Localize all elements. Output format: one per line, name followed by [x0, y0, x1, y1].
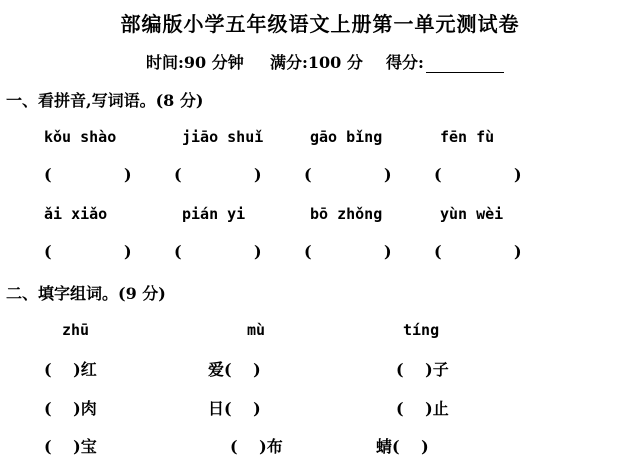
page-title: 部编版小学五年级语文上册第一单元测试卷 — [120, 12, 520, 36]
pinyin-mu: mù — [247, 321, 266, 339]
pinyin-2-3: bō zhǒng — [310, 205, 383, 223]
pinyin-1-2: jiāo shuǐ — [182, 128, 264, 146]
answer-blank-close: ) — [254, 165, 262, 184]
pinyin-2-4: yùn wèi — [440, 205, 504, 223]
fill-word-item[interactable]: ( )红 — [44, 360, 97, 379]
fill-word-item[interactable]: ( )布 — [230, 437, 283, 456]
answer-blank-open[interactable]: ( — [434, 165, 442, 184]
fill-word-item[interactable]: ( )肉 — [44, 399, 97, 418]
answer-blank-open[interactable]: ( — [304, 165, 312, 184]
time-limit: 时间:90 分钟 — [146, 53, 244, 72]
fill-word-item[interactable]: 蜻( ) — [376, 437, 429, 456]
answer-blank-close: ) — [384, 242, 392, 261]
fill-word-item[interactable]: ( )止 — [396, 399, 449, 418]
fill-word-item[interactable]: 日( ) — [208, 399, 261, 418]
score-blank[interactable] — [426, 56, 504, 73]
answer-blank-close: ) — [384, 165, 392, 184]
pinyin-1-4: fēn fù — [440, 128, 495, 146]
full-score: 满分:100 分 — [270, 53, 363, 72]
section-2-heading: 二、填字组词。(9 分) — [6, 284, 166, 303]
pinyin-zhu: zhū — [62, 321, 90, 339]
answer-blank-open[interactable]: ( — [44, 242, 52, 261]
score-label: 得分: — [386, 53, 424, 72]
answer-blank-close: ) — [254, 242, 262, 261]
answer-blank-open[interactable]: ( — [174, 242, 182, 261]
answer-blank-open[interactable]: ( — [434, 242, 442, 261]
pinyin-1-1: kǒu shào — [44, 128, 117, 146]
answer-blank-open[interactable]: ( — [304, 242, 312, 261]
pinyin-ting: tíng — [403, 321, 440, 339]
answer-blank-close: ) — [514, 165, 522, 184]
fill-word-item[interactable]: 爱( ) — [208, 360, 261, 379]
answer-blank-close: ) — [124, 165, 132, 184]
pinyin-1-3: gāo bǐng — [310, 128, 383, 146]
pinyin-2-1: ǎi xiǎo — [44, 205, 108, 223]
score-field — [386, 50, 504, 73]
answer-blank-open[interactable]: ( — [174, 165, 182, 184]
fill-word-item[interactable]: ( )宝 — [44, 437, 97, 456]
fill-word-item[interactable]: ( )子 — [396, 360, 449, 379]
section-1-heading: 一、看拼音,写词语。(8 分) — [6, 91, 204, 110]
answer-blank-open[interactable]: ( — [44, 165, 52, 184]
answer-blank-close: ) — [124, 242, 132, 261]
pinyin-2-2: pián yi — [182, 205, 246, 223]
answer-blank-close: ) — [514, 242, 522, 261]
